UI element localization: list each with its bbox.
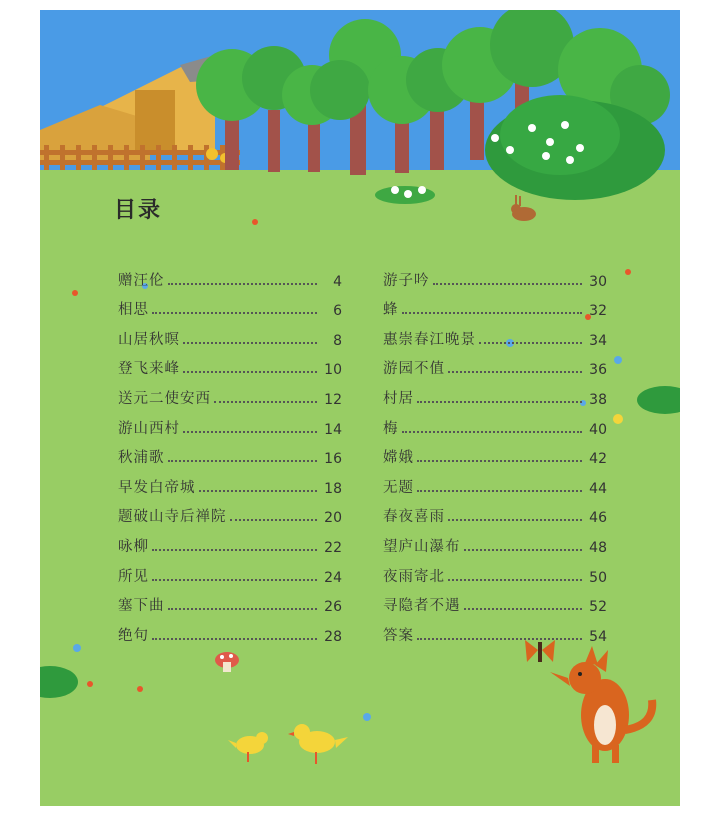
- toc-entry-title: 游园不值: [383, 361, 445, 378]
- dot-leader: [214, 400, 317, 403]
- dot-leader: [402, 430, 583, 433]
- dot-leader: [448, 518, 582, 521]
- toc-page-number: 12: [324, 391, 342, 408]
- toc-page-number: 4: [333, 273, 342, 290]
- toc-entry-title: 梅: [383, 420, 399, 437]
- toc-row: [118, 615, 342, 645]
- dot-leader: [417, 489, 582, 492]
- toc-entry-title: 游子吟: [383, 272, 430, 289]
- toc-page-number: 48: [589, 539, 607, 556]
- dot-leader: [152, 637, 317, 640]
- dot-leader: [152, 311, 317, 314]
- toc-page-number: 46: [589, 510, 607, 527]
- toc-row: [383, 497, 607, 527]
- toc-row: [383, 467, 607, 497]
- toc-row: [118, 378, 342, 408]
- toc-row: [383, 586, 607, 616]
- toc-entry-title: 秋浦歌: [118, 450, 165, 467]
- toc-entry-title: 相思: [118, 302, 149, 319]
- dot-leader: [402, 311, 583, 314]
- toc-page-number: 6: [333, 303, 342, 320]
- toc-page-number: 18: [324, 480, 342, 497]
- toc-entry-title: 早发白帝城: [118, 479, 196, 496]
- toc-column-left: [118, 260, 342, 645]
- toc-page-number: 50: [589, 569, 607, 586]
- toc-entry-title: 赠汪伦: [118, 272, 165, 289]
- toc-entry-title: 寻隐者不遇: [383, 598, 461, 615]
- toc-entry-title: 无题: [383, 479, 414, 496]
- dot-leader: [183, 370, 317, 373]
- dot-leader: [183, 341, 317, 344]
- toc-entry-title: 春夜喜雨: [383, 509, 445, 526]
- toc-row: [383, 526, 607, 556]
- toc-page-number: 10: [324, 362, 342, 379]
- toc-page-number: 30: [589, 273, 607, 290]
- toc-entry-title: 惠崇春江晚景: [383, 331, 476, 348]
- toc-entry-title: 望庐山瀑布: [383, 538, 461, 555]
- toc-page-number: 28: [324, 628, 342, 645]
- dot-leader: [417, 400, 582, 403]
- toc-page-number: 24: [324, 569, 342, 586]
- toc-page-number: 36: [589, 362, 607, 379]
- dot-leader: [230, 518, 318, 521]
- toc-entry-title: 送元二使安西: [118, 390, 211, 407]
- toc-row: [118, 556, 342, 586]
- toc-row: [118, 319, 342, 349]
- toc-page-number: 20: [324, 510, 342, 527]
- book-page: [40, 10, 680, 806]
- toc-row: [118, 260, 342, 290]
- dot-leader: [183, 430, 317, 433]
- toc-row: [118, 586, 342, 616]
- toc-page-number: 26: [324, 599, 342, 616]
- toc-entry-title: 游山西村: [118, 420, 180, 437]
- toc-row: [118, 497, 342, 527]
- toc-entry-title: 蜂: [383, 302, 399, 319]
- toc-entry-title: 答案: [383, 627, 414, 644]
- dot-leader: [464, 607, 583, 610]
- toc-page-number: 44: [589, 480, 607, 497]
- toc-page-number: 32: [589, 303, 607, 320]
- toc-entry-title: 村居: [383, 390, 414, 407]
- toc-row: [118, 467, 342, 497]
- dot-leader: [168, 607, 318, 610]
- page-title: 目录: [114, 197, 163, 223]
- toc-page-number: 34: [589, 332, 607, 349]
- toc-page-number: 14: [324, 421, 342, 438]
- toc-entry-title: 夜雨寄北: [383, 568, 445, 585]
- toc-row: [383, 408, 607, 438]
- toc-row: [118, 526, 342, 556]
- grass-flowers-icon: [375, 186, 435, 204]
- toc-row: [118, 349, 342, 379]
- toc-row: [383, 438, 607, 468]
- toc-entry-title: 嫦娥: [383, 450, 414, 467]
- dot-leader: [152, 548, 317, 551]
- toc-entry-title: 题破山寺后禅院: [118, 509, 227, 526]
- dot-leader: [479, 341, 582, 344]
- toc-row: [383, 378, 607, 408]
- toc-row: [383, 615, 607, 645]
- dot-leader: [433, 282, 583, 285]
- toc-page-number: 22: [324, 539, 342, 556]
- toc-row: [383, 556, 607, 586]
- toc-entry-title: 绝句: [118, 627, 149, 644]
- dot-leader: [417, 637, 582, 640]
- toc-row: [383, 349, 607, 379]
- toc-page-number: 38: [589, 391, 607, 408]
- toc-page-number: 42: [589, 451, 607, 468]
- toc-row: [118, 290, 342, 320]
- dot-leader: [168, 459, 318, 462]
- toc-entry-title: 山居秋暝: [118, 331, 180, 348]
- toc-row: [118, 438, 342, 468]
- toc-page-number: 54: [589, 628, 607, 645]
- dot-leader: [199, 489, 318, 492]
- toc-entry-title: 塞下曲: [118, 598, 165, 615]
- toc-page-number: 52: [589, 599, 607, 616]
- dot-leader: [152, 578, 317, 581]
- toc-page-number: 40: [589, 421, 607, 438]
- toc-row: [383, 319, 607, 349]
- dot-leader: [417, 459, 582, 462]
- toc-page-number: 8: [333, 332, 342, 349]
- toc-row: [383, 260, 607, 290]
- toc-page-number: 16: [324, 451, 342, 468]
- toc-entry-title: 咏柳: [118, 538, 149, 555]
- toc-entry-title: 所见: [118, 568, 149, 585]
- dot-leader: [168, 282, 318, 285]
- dot-leader: [464, 548, 583, 551]
- toc-column-right: [383, 260, 607, 645]
- toc-entry-title: 登飞来峰: [118, 361, 180, 378]
- toc-row: [383, 290, 607, 320]
- toc-row: [118, 408, 342, 438]
- dot-leader: [448, 370, 582, 373]
- dot-leader: [448, 578, 582, 581]
